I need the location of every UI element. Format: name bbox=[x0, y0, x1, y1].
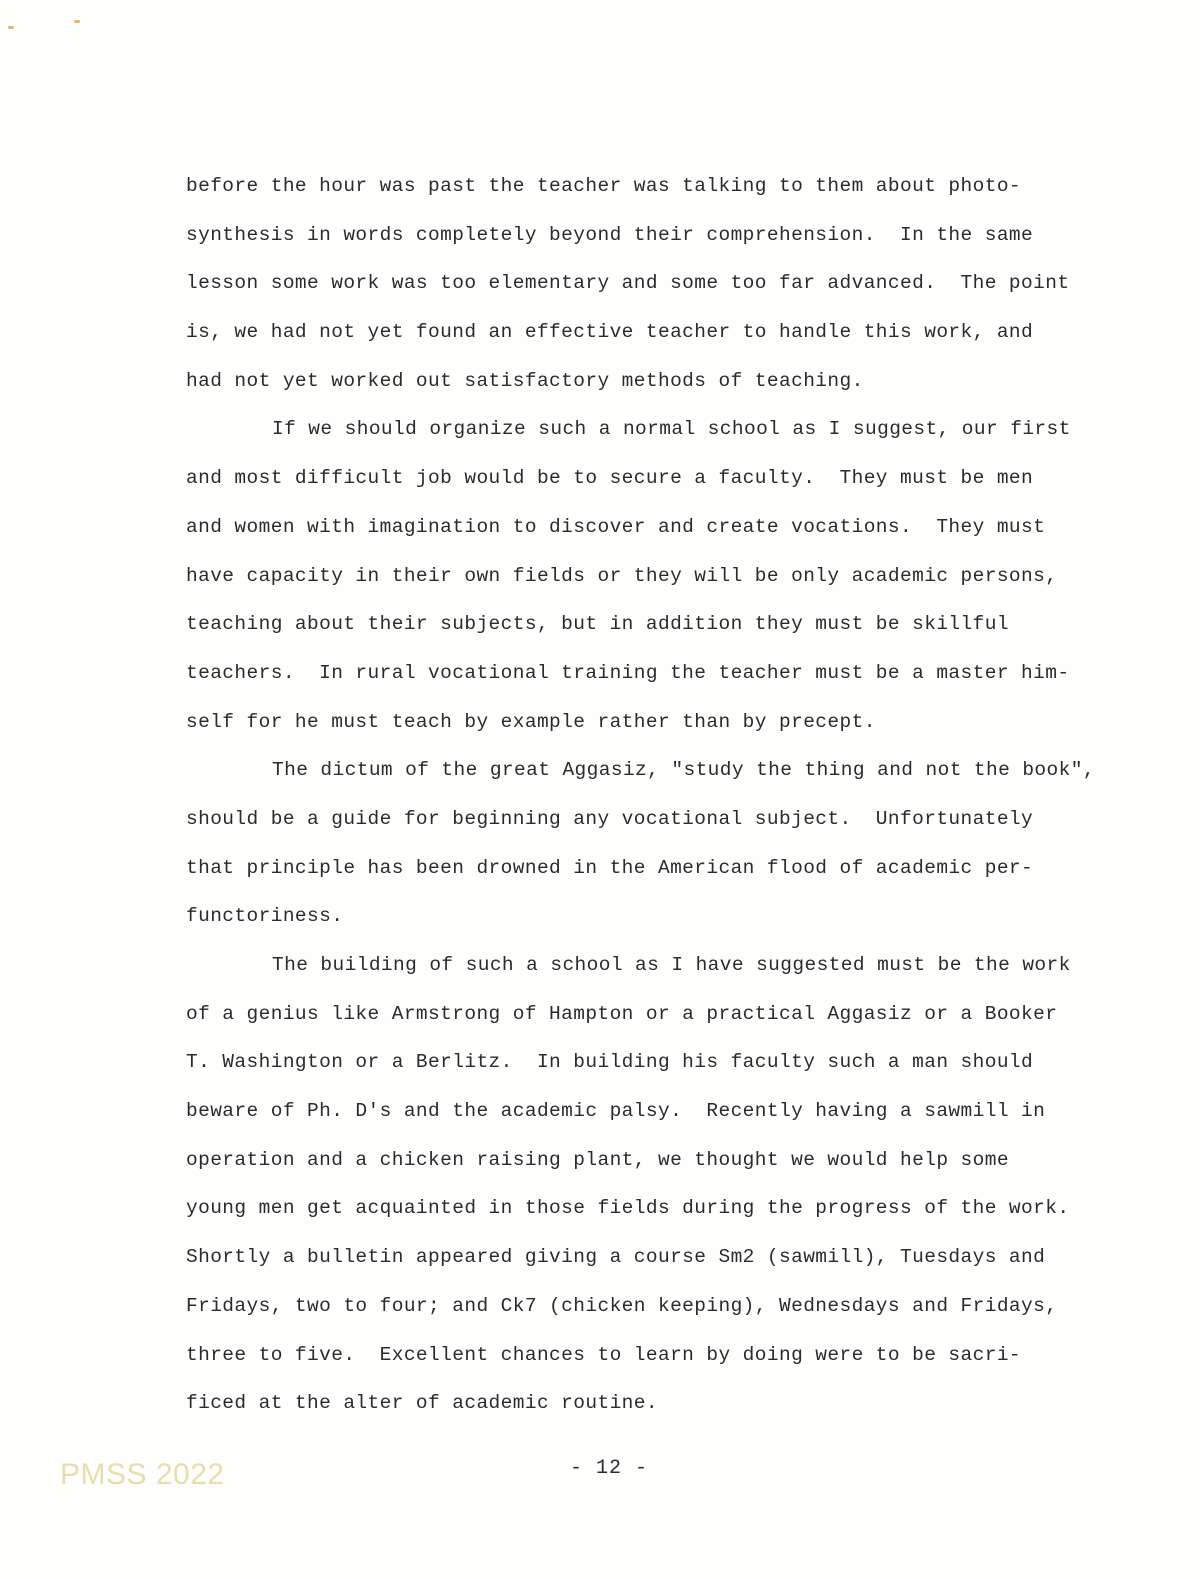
text-line: T. Washington or a Berlitz. In building his faculty such a man should bbox=[186, 1051, 1034, 1074]
text-line: beware of Ph. D's and the academic palsy. Recently having a sawmill in bbox=[186, 1100, 1046, 1123]
text-line: have capacity in their own fields or they will be only academic persons, bbox=[186, 564, 1058, 587]
text-line: that principle has been drowned in the American flood of academic per- bbox=[186, 856, 1034, 879]
text-line: Fridays, two to four; and Ck7 (chicken keeping), Wednesdays and Fridays, bbox=[186, 1294, 1058, 1317]
text-line: three to five. Excellent chances to learn by doing were to be sacri- bbox=[186, 1343, 1022, 1366]
text-line: teachers. In rural vocational training the teacher must be a master him- bbox=[186, 661, 1070, 684]
text-line: had not yet worked out satisfactory methods of teaching. bbox=[186, 369, 864, 392]
text-line: self for he must teach by example rather than by precept. bbox=[186, 710, 876, 733]
text-line: is, we had not yet found an effective teacher to handle this work, and bbox=[186, 321, 1034, 344]
text-line: functoriness. bbox=[186, 905, 344, 928]
page-number: - 12 - bbox=[570, 1457, 649, 1480]
document-body bbox=[186, 166, 1095, 1432]
text-line: operation and a chicken raising plant, we thought we would help some bbox=[186, 1148, 1009, 1171]
text-line: synthesis in words completely beyond their comprehension. In the same bbox=[186, 223, 1034, 246]
text-line: and most difficult job would be to secure a faculty. They must be men bbox=[186, 467, 1034, 490]
paragraph-start-line: The building of such a school as I have suggested must be the work bbox=[272, 954, 1071, 976]
text-line: teaching about their subjects, but in addition they must be skillful bbox=[186, 613, 1009, 636]
text-line: before the hour was past the teacher was talking to them about photo- bbox=[186, 175, 1022, 197]
watermark: PMSS 2022 bbox=[60, 1458, 225, 1491]
text-line: and women with imagination to discover and create vocations. They must bbox=[186, 515, 1046, 538]
text-line: young men get acquainted in those fields during the progress of the work. bbox=[186, 1197, 1070, 1220]
paper-speck bbox=[74, 20, 80, 23]
paragraph-start-line: If we should organize such a normal school as I suggest, our first bbox=[272, 418, 1071, 441]
text-line: should be a guide for beginning any vocational subject. Unfortunately bbox=[186, 807, 1034, 830]
paper-speck bbox=[8, 26, 14, 29]
text-line: lesson some work was too elementary and some too far advanced. The point bbox=[186, 272, 1070, 295]
paragraph-start-line: The dictum of the great Aggasiz, "study the thing and not the book", bbox=[272, 759, 1095, 782]
text-line: ficed at the alter of academic routine. bbox=[186, 1392, 658, 1415]
text-line: Shortly a bulletin appeared giving a course Sm2 (sawmill), Tuesdays and bbox=[186, 1246, 1046, 1269]
text-line: of a genius like Armstrong of Hampton or a practical Aggasiz or a Booker bbox=[186, 1002, 1058, 1025]
